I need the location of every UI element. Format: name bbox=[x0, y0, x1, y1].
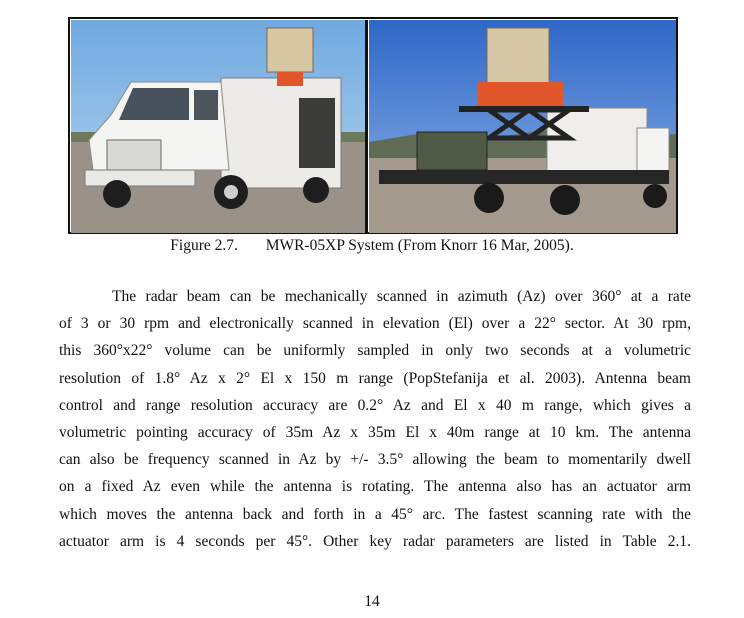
paragraph-line: this 360°x22° volume can be uniformly sampled in only two seconds at a volumetric bbox=[59, 342, 691, 360]
paragraph-line: of 3 or 30 rpm and electronically scanned in elevation (El) over a 22° sector. At 30 rpm, bbox=[59, 315, 691, 333]
truck-front-image bbox=[71, 20, 365, 233]
figure-caption-text: MWR-05XP System (From Knorr 16 Mar, 2005). bbox=[265, 237, 574, 254]
page-number: 14 bbox=[364, 593, 380, 610]
figure-frame bbox=[68, 17, 678, 234]
paragraph-line: control and range resolution accuracy are 0.2° Az and El x 40 m range, which gives a bbox=[59, 396, 691, 414]
paragraph-line: which moves the antenna back and forth in a 45° arc. The fastest scanning rate with the bbox=[59, 505, 691, 523]
figure-caption bbox=[0, 237, 744, 255]
truck-side-photo bbox=[369, 20, 676, 233]
paragraph-line: The radar beam can be mechanically scanned in azimuth (Az) over 360° at a rate bbox=[112, 288, 691, 305]
body-paragraph bbox=[59, 283, 691, 555]
paragraph-line: on a fixed Az even while the antenna is rotating. The antenna also has an actuator arm bbox=[59, 478, 691, 496]
truck-side-image bbox=[369, 20, 676, 233]
paragraph-line: can also be frequency scanned in Az by +/- 3.5° allowing the beam to momentarily dwell bbox=[59, 451, 691, 469]
figure-number: Figure 2.7. bbox=[170, 237, 238, 254]
paragraph-line: volumetric pointing accuracy of 35m Az x 35m El x 40m range at 10 km. The antenna bbox=[59, 424, 691, 442]
paragraph-line: actuator arm is 4 seconds per 45°. Other key radar parameters are listed in Table 2.1. bbox=[59, 532, 691, 550]
truck-front-photo bbox=[71, 20, 368, 233]
paragraph-line: resolution of 1.8° Az x 2° El x 150 m range (PopStefanija et al. 2003). Antenna beam bbox=[59, 369, 691, 387]
